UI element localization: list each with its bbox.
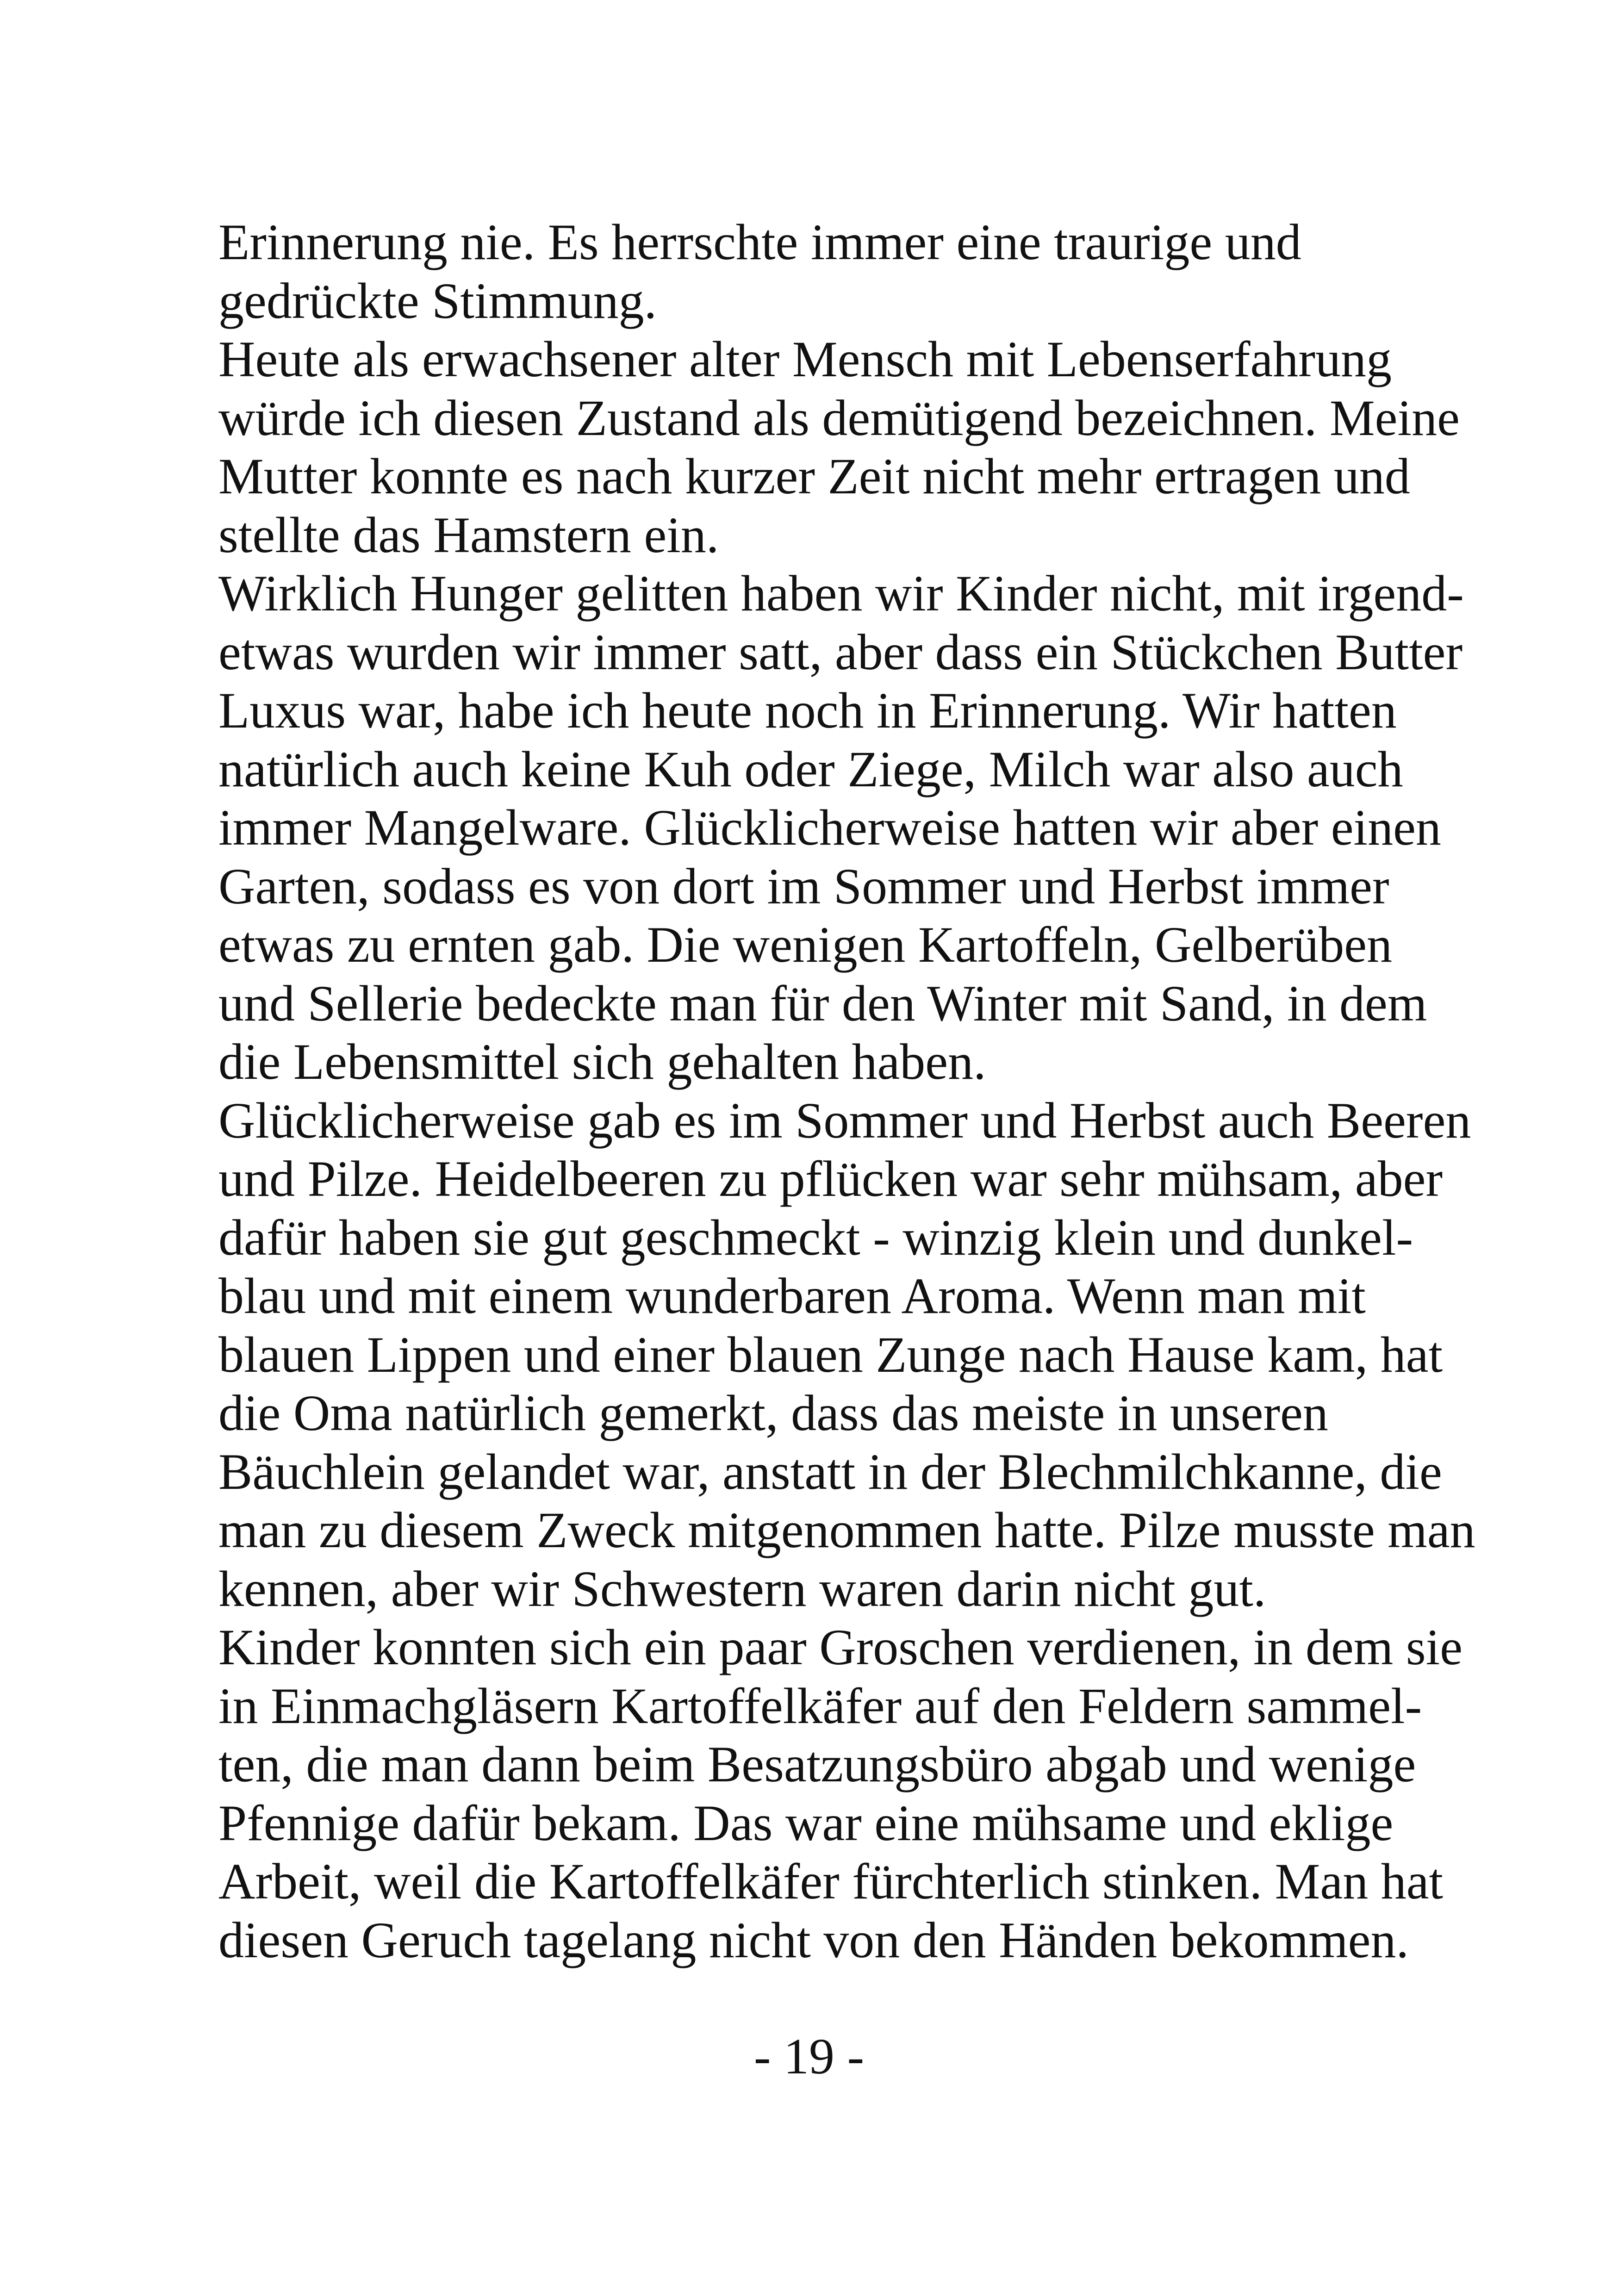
text-line: man zu diesem Zweck mitgenommen hatte. Pilze musste man — [218, 1502, 1475, 1558]
text-line: Pfennige dafür bekam. Das war eine mühsame und eklige — [218, 1794, 1394, 1851]
page-number: - 19 - — [753, 2028, 865, 2084]
text-line: die Oma natürlich gemerkt, dass das meiste in unseren — [218, 1385, 1328, 1441]
text-line: Bäuchlein gelandet war, anstatt in der Blechmilchkanne, die — [218, 1443, 1442, 1500]
text-line: Mutter konnte es nach kurzer Zeit nicht mehr ertragen und — [218, 448, 1410, 504]
text-line: stellte das Hamstern ein. — [218, 506, 719, 563]
text-line: Garten, sodass es von dort im Sommer und Herbst immer — [218, 858, 1389, 915]
text-line: gedrückte Stimmung. — [218, 272, 657, 329]
text-line: Glücklicherweise gab es im Sommer und Herbst auch Beeren — [218, 1092, 1471, 1149]
text-line: etwas wurden wir immer satt, aber dass ein Stückchen Butter — [218, 623, 1463, 680]
text-line: blau und mit einem wunderbaren Aroma. Wenn man mit — [218, 1268, 1366, 1324]
text-line: immer Mangelware. Glücklicherweise hatten wir aber einen — [218, 799, 1441, 856]
text-line: würde ich diesen Zustand als demütigend bezeichnen. Meine — [218, 389, 1460, 446]
text-line: Erinnerung nie. Es herrschte immer eine traurige und — [218, 214, 1301, 270]
text-line: Luxus war, habe ich heute noch in Erinnerung. Wir hatten — [218, 682, 1397, 739]
text-line: Heute als erwachsener alter Mensch mit Lebenserfahrung — [218, 331, 1392, 387]
text-line: Arbeit, weil die Kartoffelkäfer fürchterlich stinken. Man hat — [218, 1853, 1444, 1910]
text-line: die Lebensmittel sich gehalten haben. — [218, 1033, 986, 1090]
text-line: Wirklich Hunger gelitten haben wir Kinder nicht, mit irgend- — [218, 565, 1464, 622]
text-line: in Einmachgläsern Kartoffelkäfer auf den Feldern sammel- — [218, 1677, 1422, 1734]
text-line: und Pilze. Heidelbeeren zu pflücken war sehr mühsam, aber — [218, 1151, 1443, 1207]
text-line: diesen Geruch tagelang nicht von den Händen bekommen. — [218, 1911, 1409, 1968]
text-line: blauen Lippen und einer blauen Zunge nach Hause kam, hat — [218, 1326, 1443, 1383]
text-line: kennen, aber wir Schwestern waren darin nicht gut. — [218, 1560, 1266, 1617]
text-line: natürlich auch keine Kuh oder Ziege, Milch war also auch — [218, 740, 1403, 797]
text-line: dafür haben sie gut geschmeckt - winzig klein und dunkel- — [218, 1209, 1413, 1266]
text-line: Kinder konnten sich ein paar Groschen verdienen, in dem sie — [218, 1619, 1463, 1675]
body-text — [218, 213, 1475, 1969]
text-line: und Sellerie bedeckte man für den Winter mit Sand, in dem — [218, 975, 1427, 1032]
text-line: ten, die man dann beim Besatzungsbüro abgab und wenige — [218, 1736, 1416, 1792]
text-line: etwas zu ernten gab. Die wenigen Kartoffeln, Gelberüben — [218, 916, 1393, 973]
